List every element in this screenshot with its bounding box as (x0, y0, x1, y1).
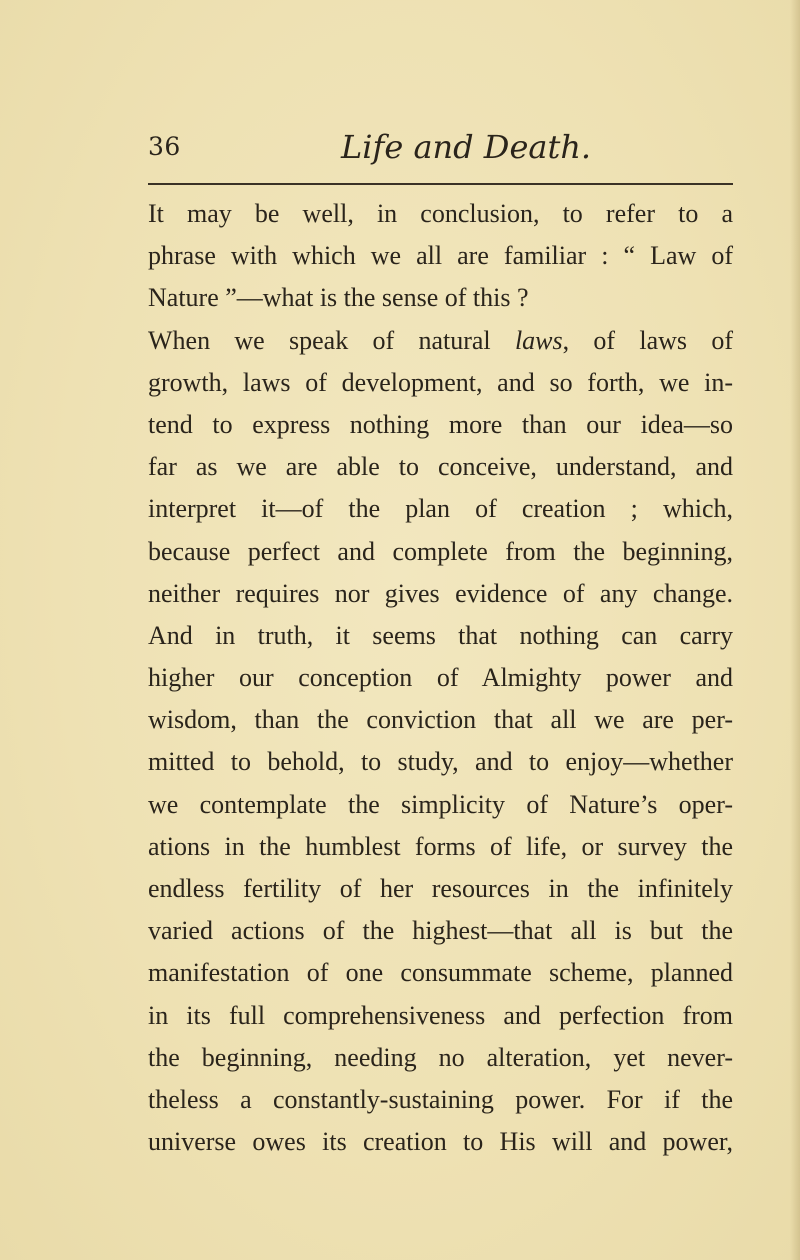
text-line: higher our conception of Almighty power and (148, 663, 733, 693)
page-number: 36 (148, 132, 181, 161)
italic-text: laws (514, 325, 563, 355)
text-line: far as we are able to conceive, understand, and (148, 452, 733, 482)
text-line: wisdom, than the conviction that all we are per- (148, 705, 733, 735)
page-edge-shadow (790, 0, 800, 1260)
text-line: growth, laws of development, and so forth, we in- (148, 367, 733, 397)
body-text (148, 193, 733, 1163)
text-line: universe owes its creation to His will and power, (148, 1127, 733, 1157)
text-line: interpret it—of the plan of creation ; which, (148, 494, 733, 524)
text-line: in its full comprehensiveness and perfection from (148, 1000, 733, 1030)
page-header (148, 128, 733, 168)
text-line: the beginning, needing no alteration, yet never- (148, 1042, 733, 1072)
text-line: because perfect and complete from the beginning, (148, 536, 733, 566)
text-line: phrase with which we all are familiar : “ Law of (148, 241, 733, 271)
header-rule (148, 183, 733, 185)
text-line: It may be well, in conclusion, to refer to a (148, 199, 733, 228)
text-span: , of laws of (562, 325, 733, 355)
text-line: we contemplate the simplicity of Nature’s oper- (148, 789, 733, 819)
text-span: When we speak of natural (148, 325, 515, 355)
text-line: Nature ”—what is the sense of this ? (148, 283, 529, 313)
text-line (148, 320, 733, 362)
text-line: manifestation of one consummate scheme, planned (148, 958, 733, 988)
text-line: varied actions of the highest—that all is but the (148, 916, 733, 946)
running-title: Life and Death. (341, 128, 592, 166)
text-line: tend to express nothing more than our idea—so (148, 409, 733, 439)
text-line: mitted to behold, to study, and to enjoy—whether (148, 747, 733, 777)
text-line: endless fertility of her resources in the infinitely (148, 874, 733, 903)
text-line: And in truth, it seems that nothing can carry (148, 620, 733, 650)
text-line: ations in the humblest forms of life, or survey the (148, 831, 733, 861)
text-line: neither requires nor gives evidence of any change. (148, 578, 733, 608)
text-line: theless a constantly-sustaining power. For if the (148, 1084, 733, 1114)
